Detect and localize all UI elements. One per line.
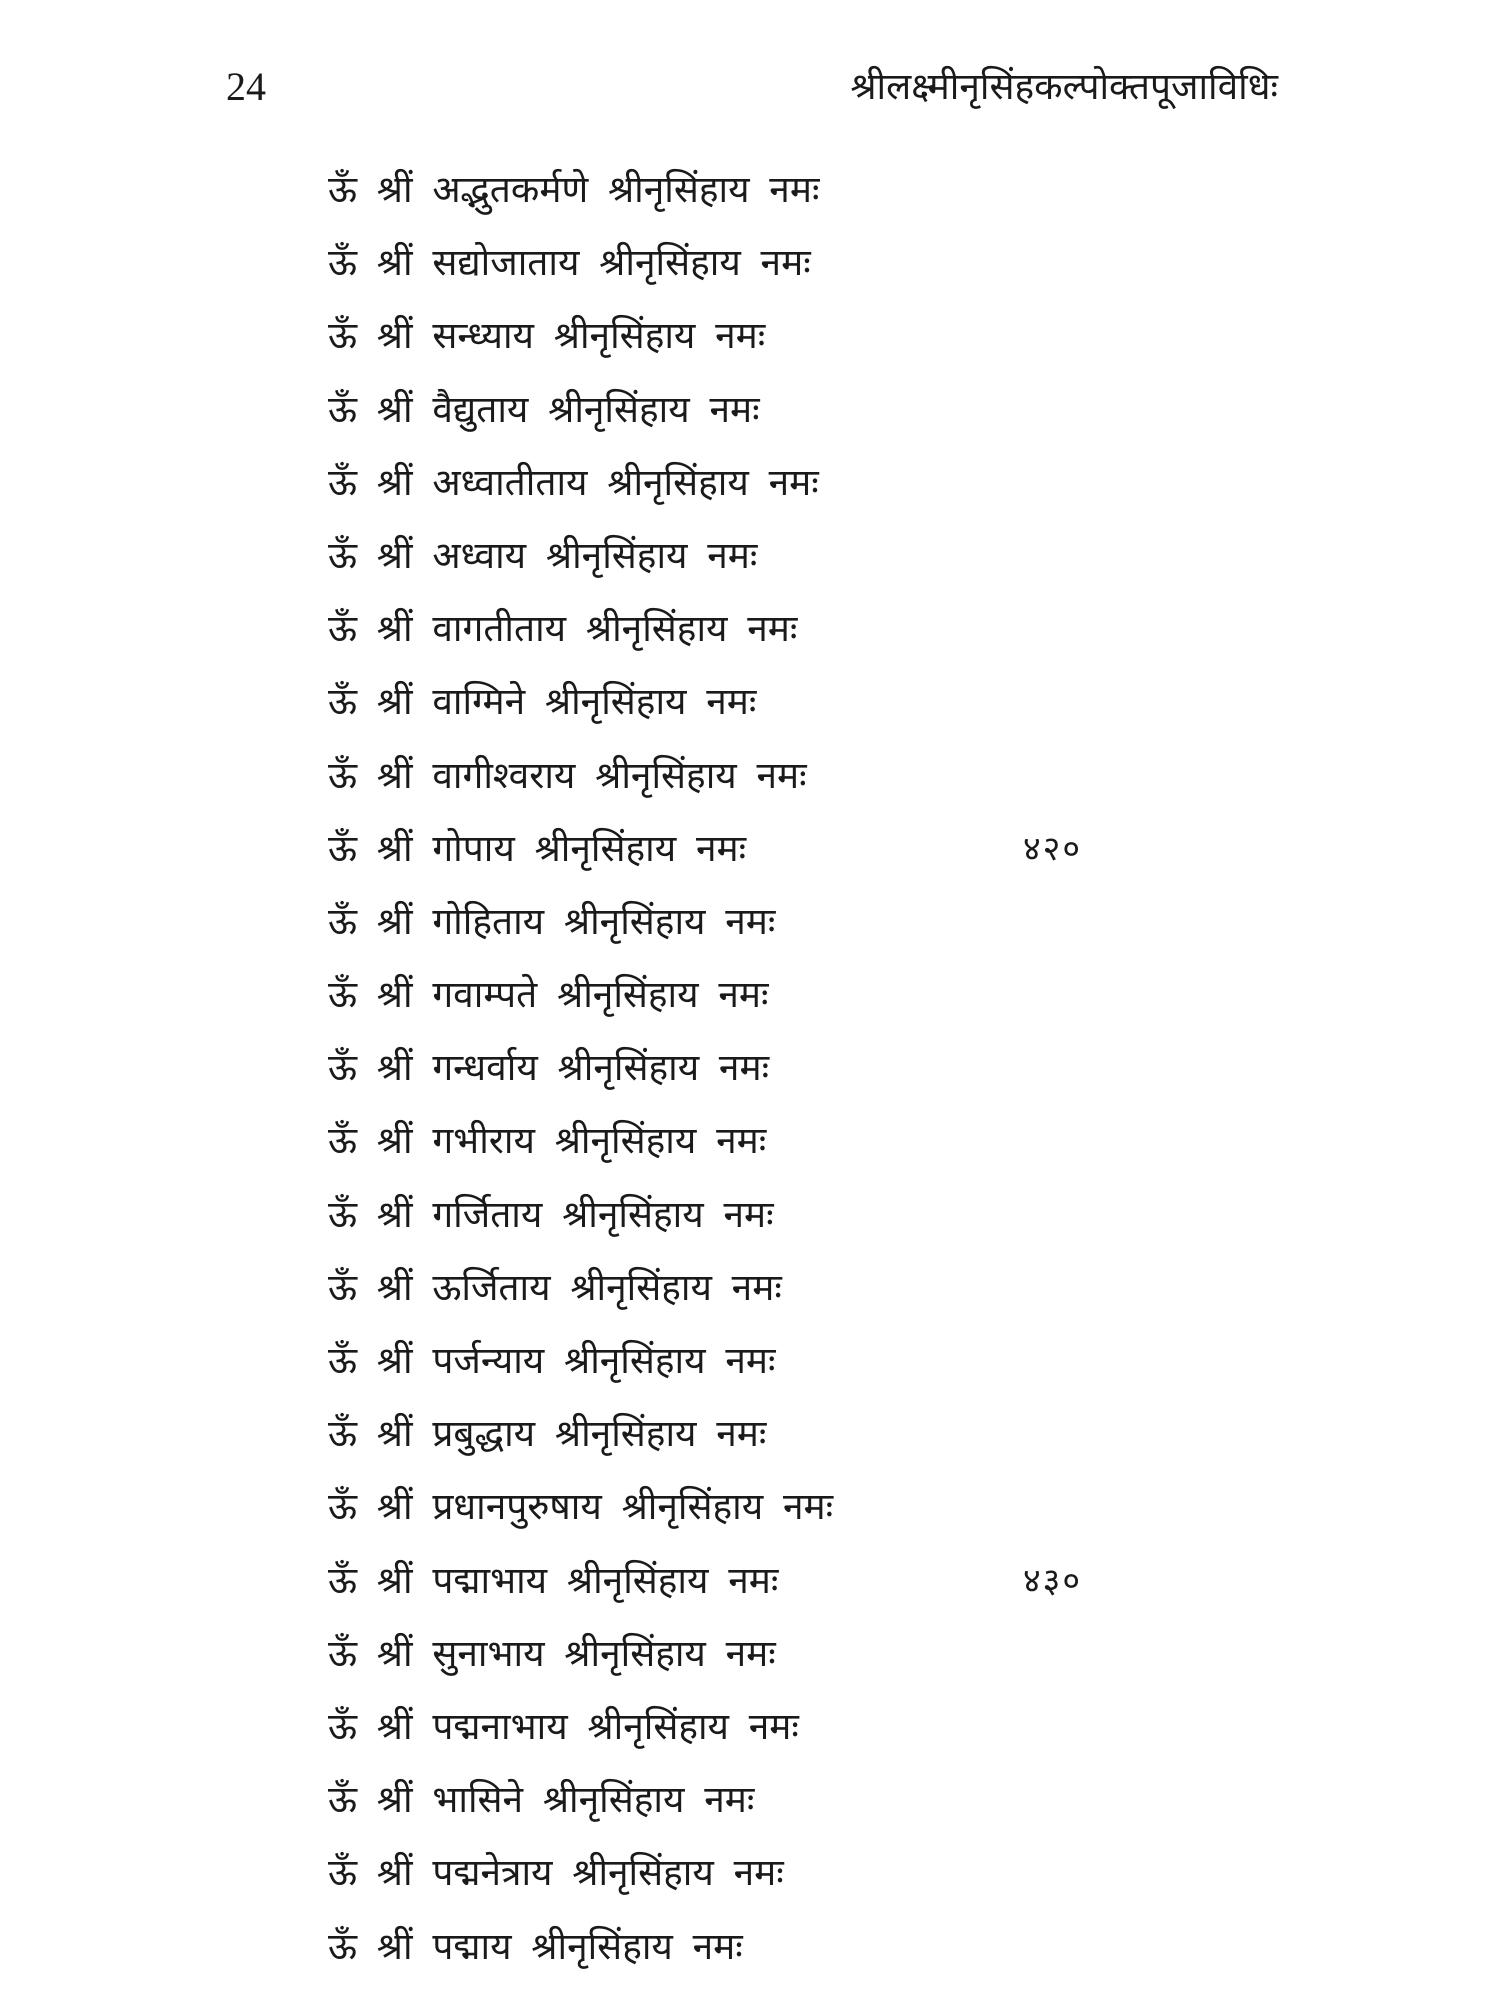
mantra-text: ऊँ श्रीं अध्वाय श्रीनृसिंहाय नमः [328,533,758,577]
mantra-text: ऊँ श्रीं वागीश्वराय श्रीनृसिंहाय नमः [328,753,807,797]
mantra-text: ऊँ श्रीं भासिने श्रीनृसिंहाय नमः [328,1778,755,1822]
mantra-text: ऊँ श्रीं पर्जन्याय श्रीनृसिंहाय नमः [328,1339,776,1382]
mantra-line [328,1702,1128,1775]
mantra-text: ऊँ श्रीं पद्मनाभाय श्रीनृसिंहाय नमः [328,1704,799,1748]
mantra-text: ऊँ श्रीं वैद्युताय श्रीनृसिंहाय नमः [328,387,760,431]
mantra-line [328,1263,1128,1336]
mantra-text: ऊँ श्रीं गन्धर्वाय श्रीनृसिंहाय नमः [328,1046,770,1090]
running-title: श्रीलक्ष्मीनृसिंहकल्पोक्तपूजाविधिः [850,65,1278,108]
mantra-text: ऊँ श्रीं सद्योजाताय श्रीनृसिंहाय नमः [328,241,811,285]
mantra-line [328,1409,1128,1482]
mantra-text: ऊँ श्रीं गवाम्पते श्रीनृसिंहाय नमः [328,973,769,1017]
verse-number: ४३० [1023,1560,1083,1601]
mantra-line [328,165,1128,238]
mantra-text: ऊँ श्रीं प्रबुद्धाय श्रीनृसिंहाय नमः [328,1412,767,1456]
mantra-line [328,1336,1128,1409]
mantra-line [328,970,1128,1043]
mantra-text: ऊँ श्रीं गभीराय श्रीनृसिंहाय नमः [328,1119,767,1163]
verse-number: ४२० [1023,828,1083,869]
mantra-list [328,165,1128,1995]
mantra-line [328,385,1128,458]
mantra-text: ऊँ श्रीं अद्भुतकर्मणे श्रीनृसिंहाय नमः [328,168,820,211]
mantra-text: ऊँ श्रीं पद्मनेत्राय श्रीनृसिंहाय नमः [328,1851,784,1895]
mantra-line [328,677,1128,750]
mantra-text: ऊँ श्रीं गोहिताय श्रीनृसिंहाय नमः [328,899,776,943]
mantra-line [328,1556,1128,1629]
mantra-text: ऊँ श्रीं प्रधानपुरुषाय श्रीनृसिंहाय नमः [328,1485,834,1529]
mantra-line [328,1629,1128,1702]
mantra-line [328,1775,1128,1848]
mantra-text: ऊँ श्रीं गर्जिताय श्रीनृसिंहाय नमः [328,1192,774,1236]
mantra-text: ऊँ श्रीं पद्माभाय श्रीनृसिंहाय नमः [328,1558,779,1602]
mantra-line [328,1116,1128,1189]
mantra-line [328,1848,1128,1921]
mantra-line [328,897,1128,970]
page-number: 24 [226,64,266,109]
mantra-line [328,1482,1128,1555]
mantra-text: ऊँ श्रीं अध्वातीताय श्रीनृसिंहाय नमः [328,460,819,504]
mantra-text: ऊँ श्रीं वागतीताय श्रीनृसिंहाय नमः [328,607,798,651]
mantra-text: ऊँ श्रीं सुनाभाय श्रीनृसिंहाय नमः [328,1631,776,1675]
mantra-line [328,824,1128,897]
mantra-line [328,1190,1128,1263]
mantra-text: ऊँ श्रीं गोपाय श्रीनृसिंहाय नमः [328,826,747,870]
mantra-line [328,1922,1128,1995]
mantra-line [328,604,1128,677]
mantra-text: ऊँ श्रीं ऊर्जिताय श्रीनृसिंहाय नमः [328,1265,782,1309]
mantra-line [328,531,1128,604]
mantra-line [328,751,1128,824]
mantra-line [328,238,1128,311]
mantra-line [328,1043,1128,1116]
mantra-line [328,311,1128,384]
mantra-text: ऊँ श्रीं सन्ध्याय श्रीनृसिंहाय नमः [328,314,766,358]
mantra-text: ऊँ श्रीं पद्माय श्रीनृसिंहाय नमः [328,1924,743,1968]
mantra-line [328,458,1128,531]
mantra-text: ऊँ श्रीं वाग्मिने श्रीनृसिंहाय नमः [328,680,757,724]
